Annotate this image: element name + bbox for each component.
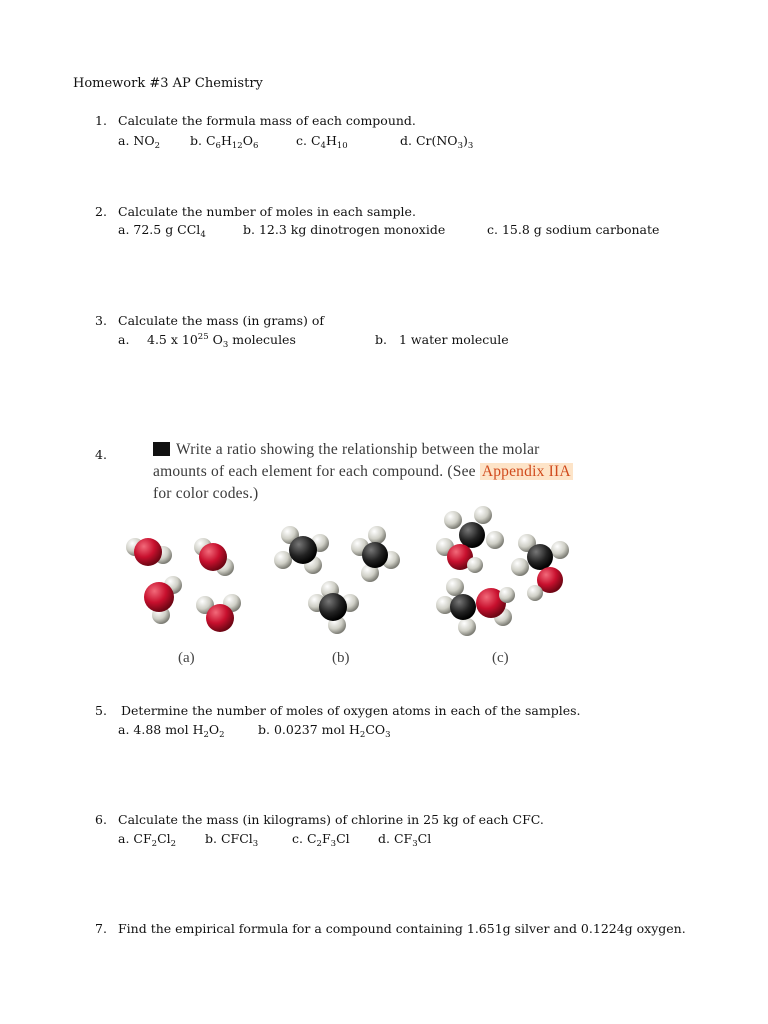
hydrocarbon-molecule-1 [274,526,329,574]
water-molecule-2 [194,538,234,576]
q5-option-a: a. 4.88 mol $H_2O_2$ [118,722,225,740]
problem-marker-icon [153,442,170,456]
figure-label-b: (b) [332,650,350,666]
q2-text: Calculate the number of moles in each sample. [118,204,416,219]
appendix-link: Appendix IIA [481,463,571,480]
hydrocarbon-molecule-3 [308,581,359,634]
q2-number: 2. [95,204,107,219]
book-line-3: for color codes.) [153,485,259,502]
water-molecule-3 [144,576,182,624]
q3-option-a-label: a. [118,332,130,347]
book-line-2: amounts of each element for each compound. (See Appendix IIA [153,463,571,480]
q3-number: 3. [95,313,107,328]
q3-option-b-label: b. [375,332,387,347]
q5-number: 5. [95,703,107,718]
water-molecule-4 [196,594,241,632]
q1-option-d: d. $Cr(NO_3)_3$ [400,133,474,151]
q5-option-b: b. 0.0237 mol $H_2CO_3$ [258,722,391,740]
q6-number: 6. [95,812,107,827]
q6-option-a: a. $CF_2Cl_2$ [118,831,177,849]
q1-option-b: b. $C_6H_{12}O_6$ [190,133,259,151]
page-title: Homework #3 AP Chemistry [73,76,263,91]
q7-text: Find the empirical formula for a compound containing 1.651g silver and 0.1224g oxygen. [118,921,686,936]
q5-text: Determine the number of moles of oxygen atoms in each of the samples. [121,703,581,718]
q1-option-a: a. $NO_2$ [118,133,161,151]
q3-option-a: 4.5 x $10^{25}$ $O_3$ molecules [147,332,296,350]
q3-text: Calculate the mass (in grams) of [118,313,325,328]
q2-option-b: b. 12.3 kg dinotrogen monoxide [243,222,446,237]
book-line-1: Write a ratio showing the relationship between the molar [153,439,583,461]
q3-option-b: 1 water molecule [399,332,509,347]
q1-number: 1. [95,113,107,128]
alcohol-molecule-3 [436,578,515,636]
alcohol-molecule-1 [436,506,504,573]
q6-option-d: d. $CF_3Cl$ [378,831,432,849]
q1-text: Calculate the formula mass of each compound. [118,113,416,128]
textbook-excerpt [153,439,583,505]
q7-number: 7. [95,921,107,936]
hydrocarbon-molecule-2 [351,526,400,582]
figure-label-c: (c) [492,650,509,666]
alcohol-molecule-2 [511,534,569,601]
q6-text: Calculate the mass (in kilograms) of chlorine in 25 kg of each CFC. [118,812,544,827]
q4-number: 4. [95,447,107,462]
figure-label-a: (a) [178,650,195,666]
q2-option-a: a. 72.5 g CCl$_4$ [118,222,206,240]
water-molecule-1 [126,538,172,566]
q2-option-c: c. 15.8 g sodium carbonate [487,222,660,237]
q1-option-c: c. $C_4H_{10}$ [296,133,348,151]
q6-option-b: b. CFCl$_3$ [205,831,259,849]
q6-option-c: c. $C_2F_3Cl$ [292,831,350,849]
